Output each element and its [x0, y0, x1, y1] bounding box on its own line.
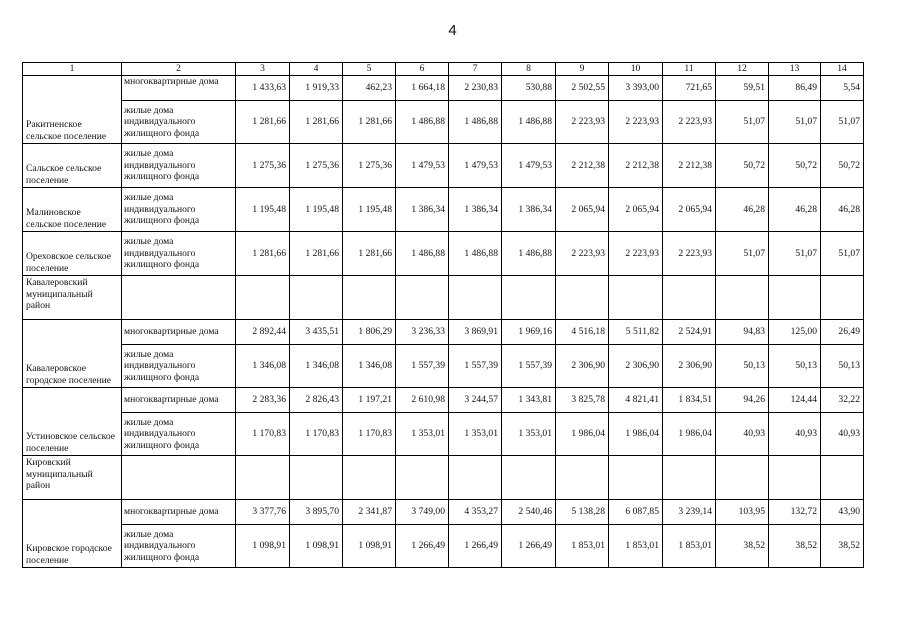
housing-type: жилые дома индивидуального жилищного фонда — [122, 525, 236, 568]
value-cell: 50,72 — [769, 144, 821, 188]
value-cell: 1 986,04 — [556, 413, 609, 456]
table-row — [23, 456, 864, 500]
value-cell: 3 236,33 — [396, 320, 449, 345]
value-cell: 1 266,49 — [502, 525, 556, 568]
value-cell — [663, 276, 716, 320]
value-cell: 1 386,34 — [502, 188, 556, 232]
value-cell: 26,49 — [821, 320, 864, 345]
value-cell: 94,26 — [716, 388, 769, 413]
value-cell: 2 306,90 — [556, 345, 609, 388]
value-cell: 1 486,88 — [502, 232, 556, 276]
value-cell: 1 275,36 — [290, 144, 343, 188]
value-cell: 51,07 — [769, 232, 821, 276]
tariff-table — [22, 62, 864, 568]
table-row — [23, 500, 864, 525]
value-cell — [290, 456, 343, 500]
value-cell: 50,13 — [821, 345, 864, 388]
housing-type: многоквартирные дома — [122, 320, 236, 345]
value-cell: 132,72 — [769, 500, 821, 525]
value-cell: 2 223,93 — [609, 101, 663, 144]
value-cell: 2 892,44 — [236, 320, 290, 345]
value-cell: 1 170,83 — [236, 413, 290, 456]
column-number-header: 10 — [609, 63, 663, 76]
value-cell — [556, 456, 609, 500]
value-cell: 1 098,91 — [343, 525, 396, 568]
column-number-header: 3 — [236, 63, 290, 76]
value-cell: 38,52 — [769, 525, 821, 568]
value-cell: 2 610,98 — [396, 388, 449, 413]
value-cell: 3 869,91 — [449, 320, 502, 345]
value-cell — [556, 276, 609, 320]
column-number-header: 4 — [290, 63, 343, 76]
value-cell: 1 853,01 — [556, 525, 609, 568]
column-number-header: 6 — [396, 63, 449, 76]
value-cell: 3 244,57 — [449, 388, 502, 413]
value-cell: 40,93 — [716, 413, 769, 456]
value-cell: 1 486,88 — [396, 101, 449, 144]
value-cell: 2 212,38 — [556, 144, 609, 188]
value-cell: 2 065,94 — [609, 188, 663, 232]
settlement-name: Сальское сельское поселение — [23, 144, 122, 188]
value-cell: 1 386,34 — [396, 188, 449, 232]
value-cell: 1 266,49 — [449, 525, 502, 568]
value-cell: 2 306,90 — [609, 345, 663, 388]
value-cell: 2 223,93 — [663, 232, 716, 276]
value-cell — [609, 456, 663, 500]
district-name: Кировский муниципальный район — [23, 456, 122, 500]
value-cell: 40,93 — [821, 413, 864, 456]
value-cell: 50,13 — [769, 345, 821, 388]
value-cell: 1 557,39 — [449, 345, 502, 388]
value-cell: 2 223,93 — [609, 232, 663, 276]
value-cell: 1 969,16 — [502, 320, 556, 345]
value-cell: 2 223,93 — [556, 232, 609, 276]
column-number-row — [23, 63, 864, 76]
value-cell: 86,49 — [769, 76, 821, 101]
value-cell: 1 281,66 — [290, 232, 343, 276]
value-cell: 1 834,51 — [663, 388, 716, 413]
housing-type: многоквартирные дома — [122, 388, 236, 413]
value-cell: 2 502,55 — [556, 76, 609, 101]
value-cell: 1 098,91 — [290, 525, 343, 568]
value-cell: 1 195,48 — [343, 188, 396, 232]
value-cell: 94,83 — [716, 320, 769, 345]
value-cell: 1 479,53 — [502, 144, 556, 188]
value-cell — [502, 456, 556, 500]
value-cell: 462,23 — [343, 76, 396, 101]
value-cell: 3 239,14 — [663, 500, 716, 525]
housing-type: жилые дома индивидуального жилищного фонда — [122, 413, 236, 456]
value-cell — [769, 456, 821, 500]
settlement-name: Кировское городское поселение — [23, 500, 122, 568]
table-row — [23, 101, 864, 144]
value-cell: 1 486,88 — [449, 101, 502, 144]
value-cell: 1 557,39 — [502, 345, 556, 388]
value-cell — [609, 276, 663, 320]
settlement-name: Кавалеровское городское поселение — [23, 320, 122, 388]
table-row — [23, 320, 864, 345]
value-cell: 530,88 — [502, 76, 556, 101]
value-cell: 4 516,18 — [556, 320, 609, 345]
column-number-header: 13 — [769, 63, 821, 76]
value-cell: 50,72 — [716, 144, 769, 188]
value-cell: 1 433,63 — [236, 76, 290, 101]
value-cell — [449, 456, 502, 500]
value-cell — [821, 456, 864, 500]
value-cell: 38,52 — [716, 525, 769, 568]
settlement-name: Ракитненское сельское поселение — [23, 76, 122, 144]
value-cell: 38,52 — [821, 525, 864, 568]
value-cell: 46,28 — [769, 188, 821, 232]
value-cell: 2 212,38 — [609, 144, 663, 188]
value-cell: 4 821,41 — [609, 388, 663, 413]
value-cell: 2 223,93 — [556, 101, 609, 144]
housing-type: жилые дома индивидуального жилищного фонда — [122, 144, 236, 188]
value-cell: 3 825,78 — [556, 388, 609, 413]
value-cell: 1 346,08 — [343, 345, 396, 388]
value-cell: 1 281,66 — [236, 232, 290, 276]
value-cell: 5 511,82 — [609, 320, 663, 345]
column-number-header: 2 — [122, 63, 236, 76]
value-cell: 1 275,36 — [343, 144, 396, 188]
value-cell — [769, 276, 821, 320]
value-cell: 51,07 — [716, 232, 769, 276]
value-cell — [716, 456, 769, 500]
value-cell — [236, 276, 290, 320]
column-number-header: 8 — [502, 63, 556, 76]
value-cell: 1 346,08 — [290, 345, 343, 388]
value-cell: 1 806,29 — [343, 320, 396, 345]
value-cell: 1 353,01 — [502, 413, 556, 456]
housing-type — [122, 276, 236, 320]
value-cell: 125,00 — [769, 320, 821, 345]
value-cell: 1 281,66 — [343, 232, 396, 276]
value-cell: 1 281,66 — [343, 101, 396, 144]
district-name: Кавалеровский муниципальный район — [23, 276, 122, 320]
value-cell: 1 195,48 — [236, 188, 290, 232]
housing-type: многоквартирные дома — [122, 500, 236, 525]
value-cell: 2 283,36 — [236, 388, 290, 413]
table-row — [23, 188, 864, 232]
value-cell: 1 986,04 — [663, 413, 716, 456]
value-cell: 51,07 — [716, 101, 769, 144]
housing-type: жилые дома индивидуального жилищного фонда — [122, 101, 236, 144]
value-cell: 1 557,39 — [396, 345, 449, 388]
value-cell — [236, 456, 290, 500]
value-cell — [663, 456, 716, 500]
value-cell: 1 098,91 — [236, 525, 290, 568]
column-number-header: 14 — [821, 63, 864, 76]
value-cell: 32,22 — [821, 388, 864, 413]
value-cell: 1 486,88 — [396, 232, 449, 276]
value-cell: 1 353,01 — [396, 413, 449, 456]
value-cell: 2 223,93 — [663, 101, 716, 144]
column-number-header: 12 — [716, 63, 769, 76]
housing-type: жилые дома индивидуального жилищного фонда — [122, 232, 236, 276]
column-number-header: 1 — [23, 63, 122, 76]
value-cell: 5 138,28 — [556, 500, 609, 525]
value-cell: 46,28 — [716, 188, 769, 232]
value-cell: 1 170,83 — [290, 413, 343, 456]
value-cell: 3 749,00 — [396, 500, 449, 525]
value-cell: 1 170,83 — [343, 413, 396, 456]
value-cell: 50,13 — [716, 345, 769, 388]
housing-type: жилые дома индивидуального жилищного фонда — [122, 345, 236, 388]
column-number-header: 11 — [663, 63, 716, 76]
value-cell: 124,44 — [769, 388, 821, 413]
value-cell — [290, 276, 343, 320]
settlement-name: Малиновское сельское поселение — [23, 188, 122, 232]
table-row — [23, 76, 864, 101]
value-cell: 1 986,04 — [609, 413, 663, 456]
table-row — [23, 276, 864, 320]
value-cell: 1 853,01 — [609, 525, 663, 568]
value-cell: 1 919,33 — [290, 76, 343, 101]
value-cell: 1 853,01 — [663, 525, 716, 568]
value-cell: 1 281,66 — [290, 101, 343, 144]
value-cell: 1 346,08 — [236, 345, 290, 388]
table-row — [23, 232, 864, 276]
value-cell — [502, 276, 556, 320]
value-cell — [343, 276, 396, 320]
value-cell: 51,07 — [821, 101, 864, 144]
value-cell: 1 275,36 — [236, 144, 290, 188]
value-cell: 1 479,53 — [396, 144, 449, 188]
value-cell: 4 353,27 — [449, 500, 502, 525]
value-cell: 46,28 — [821, 188, 864, 232]
column-number-header: 7 — [449, 63, 502, 76]
value-cell — [396, 276, 449, 320]
value-cell: 2 306,90 — [663, 345, 716, 388]
value-cell: 1 266,49 — [396, 525, 449, 568]
settlement-name: Ореховское сельское поселение — [23, 232, 122, 276]
value-cell: 1 197,21 — [343, 388, 396, 413]
value-cell: 1 479,53 — [449, 144, 502, 188]
table-body — [23, 76, 864, 568]
value-cell: 43,90 — [821, 500, 864, 525]
table-row — [23, 345, 864, 388]
column-number-header: 9 — [556, 63, 609, 76]
table-row — [23, 144, 864, 188]
housing-type — [122, 456, 236, 500]
value-cell: 51,07 — [769, 101, 821, 144]
column-number-header: 5 — [343, 63, 396, 76]
value-cell: 1 664,18 — [396, 76, 449, 101]
page-number: 4 — [448, 22, 457, 39]
value-cell: 103,95 — [716, 500, 769, 525]
value-cell: 2 065,94 — [663, 188, 716, 232]
value-cell: 1 343,81 — [502, 388, 556, 413]
value-cell: 3 393,00 — [609, 76, 663, 101]
value-cell: 2 212,38 — [663, 144, 716, 188]
table-row — [23, 388, 864, 413]
value-cell: 2 230,83 — [449, 76, 502, 101]
value-cell — [449, 276, 502, 320]
value-cell: 40,93 — [769, 413, 821, 456]
table-row — [23, 525, 864, 568]
value-cell: 1 281,66 — [236, 101, 290, 144]
value-cell: 59,51 — [716, 76, 769, 101]
housing-type: многоквартирные дома — [122, 76, 236, 101]
value-cell: 3 435,51 — [290, 320, 343, 345]
value-cell: 721,65 — [663, 76, 716, 101]
value-cell: 1 353,01 — [449, 413, 502, 456]
value-cell — [716, 276, 769, 320]
value-cell: 5,54 — [821, 76, 864, 101]
value-cell — [821, 276, 864, 320]
value-cell: 1 486,88 — [449, 232, 502, 276]
value-cell: 3 377,76 — [236, 500, 290, 525]
value-cell: 2 826,43 — [290, 388, 343, 413]
value-cell — [396, 456, 449, 500]
settlement-name: Устиновское сельское поселение — [23, 388, 122, 456]
value-cell — [343, 456, 396, 500]
table-row — [23, 413, 864, 456]
value-cell: 1 486,88 — [502, 101, 556, 144]
value-cell: 6 087,85 — [609, 500, 663, 525]
value-cell: 2 540,46 — [502, 500, 556, 525]
value-cell: 51,07 — [821, 232, 864, 276]
value-cell: 2 524,91 — [663, 320, 716, 345]
housing-type: жилые дома индивидуального жилищного фонда — [122, 188, 236, 232]
value-cell: 50,72 — [821, 144, 864, 188]
value-cell: 2 341,87 — [343, 500, 396, 525]
value-cell: 1 195,48 — [290, 188, 343, 232]
value-cell: 1 386,34 — [449, 188, 502, 232]
value-cell: 3 895,70 — [290, 500, 343, 525]
value-cell: 2 065,94 — [556, 188, 609, 232]
